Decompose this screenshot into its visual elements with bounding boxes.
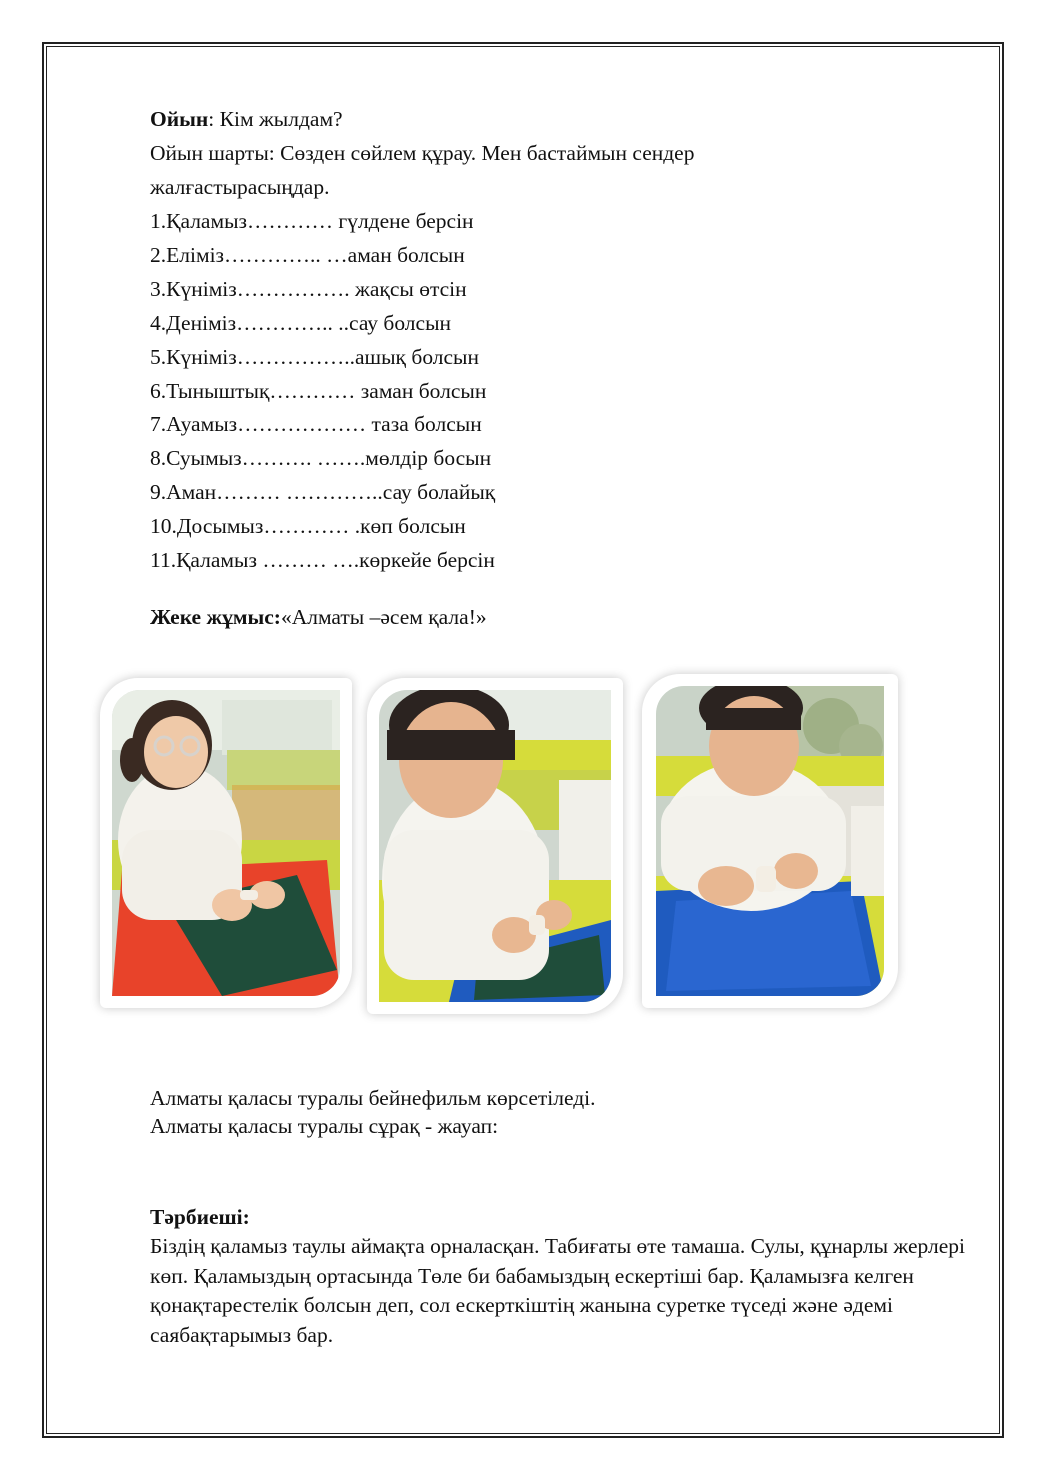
game-heading	[150, 106, 343, 132]
list-item: 10.Досымыз………… .көп болсын	[150, 514, 466, 538]
individual-work	[150, 604, 487, 630]
list-item: 3.Күніміз……………. жақсы өтсін	[150, 277, 467, 301]
photo-frame-3	[642, 674, 898, 1008]
game-rules-line2: жалғастырасыңдар.	[150, 175, 330, 199]
list-item: 2.Еліміз………….. …аман болсын	[150, 243, 465, 267]
teacher-label: Тәрбиеші:	[150, 1205, 250, 1229]
list-item: 7.Ауамыз……………… таза болсын	[150, 412, 482, 436]
list-item: 8.Суымыз………. …….мөлдір босын	[150, 446, 492, 470]
teacher-paragraph: Біздің қаламыз таулы аймақта орналасқан. Табиғаты өте тамаша. Сулы, құнарлы жерлері көп. Қаламыздың ортасында Төле би бабамыздың ескертіші бар. Қаламызға келген қонақтарестелік болсын деп, сол ескерткіштің жанына суретке түседі және әдемі саябақтарымыз бар.	[150, 1234, 966, 1347]
photo-frame-1	[100, 678, 352, 1008]
child-boy-photo	[379, 690, 611, 1002]
list-item: 9.Аман……… …………..сау болайық	[150, 480, 496, 504]
list-item: 5.Күніміз……………..ашық болсын	[150, 345, 480, 369]
list-item: 4.Деніміз………….. ..сау болсын	[150, 311, 452, 335]
video-line-1: Алматы қаласы туралы бейнефильм көрсетіледі.	[150, 1086, 596, 1110]
list-item: 1.Қаламыз………… гүлдене берсін	[150, 209, 474, 233]
game-label: Ойын	[150, 107, 209, 131]
video-line-2: Алматы қаласы туралы сұрақ - жауап:	[150, 1114, 499, 1138]
list-item: 11.Қаламыз ……… ….көркейе берсін	[150, 548, 495, 572]
game-title: : Кім жылдам?	[208, 107, 343, 131]
individual-work-text: «Алматы –әсем қала!»	[280, 605, 487, 629]
game-rules-line1: Ойын шарты: Сөзден сөйлем құрау. Мен бастаймын сендер	[150, 141, 695, 165]
photo-frame-2	[367, 678, 623, 1014]
child-boy-blue-board-photo	[656, 686, 884, 996]
child-girl-photo	[112, 690, 340, 996]
list-item: 6.Тыныштық………… заман болсын	[150, 379, 487, 403]
individual-work-label: Жеке жұмыс:	[150, 605, 281, 629]
